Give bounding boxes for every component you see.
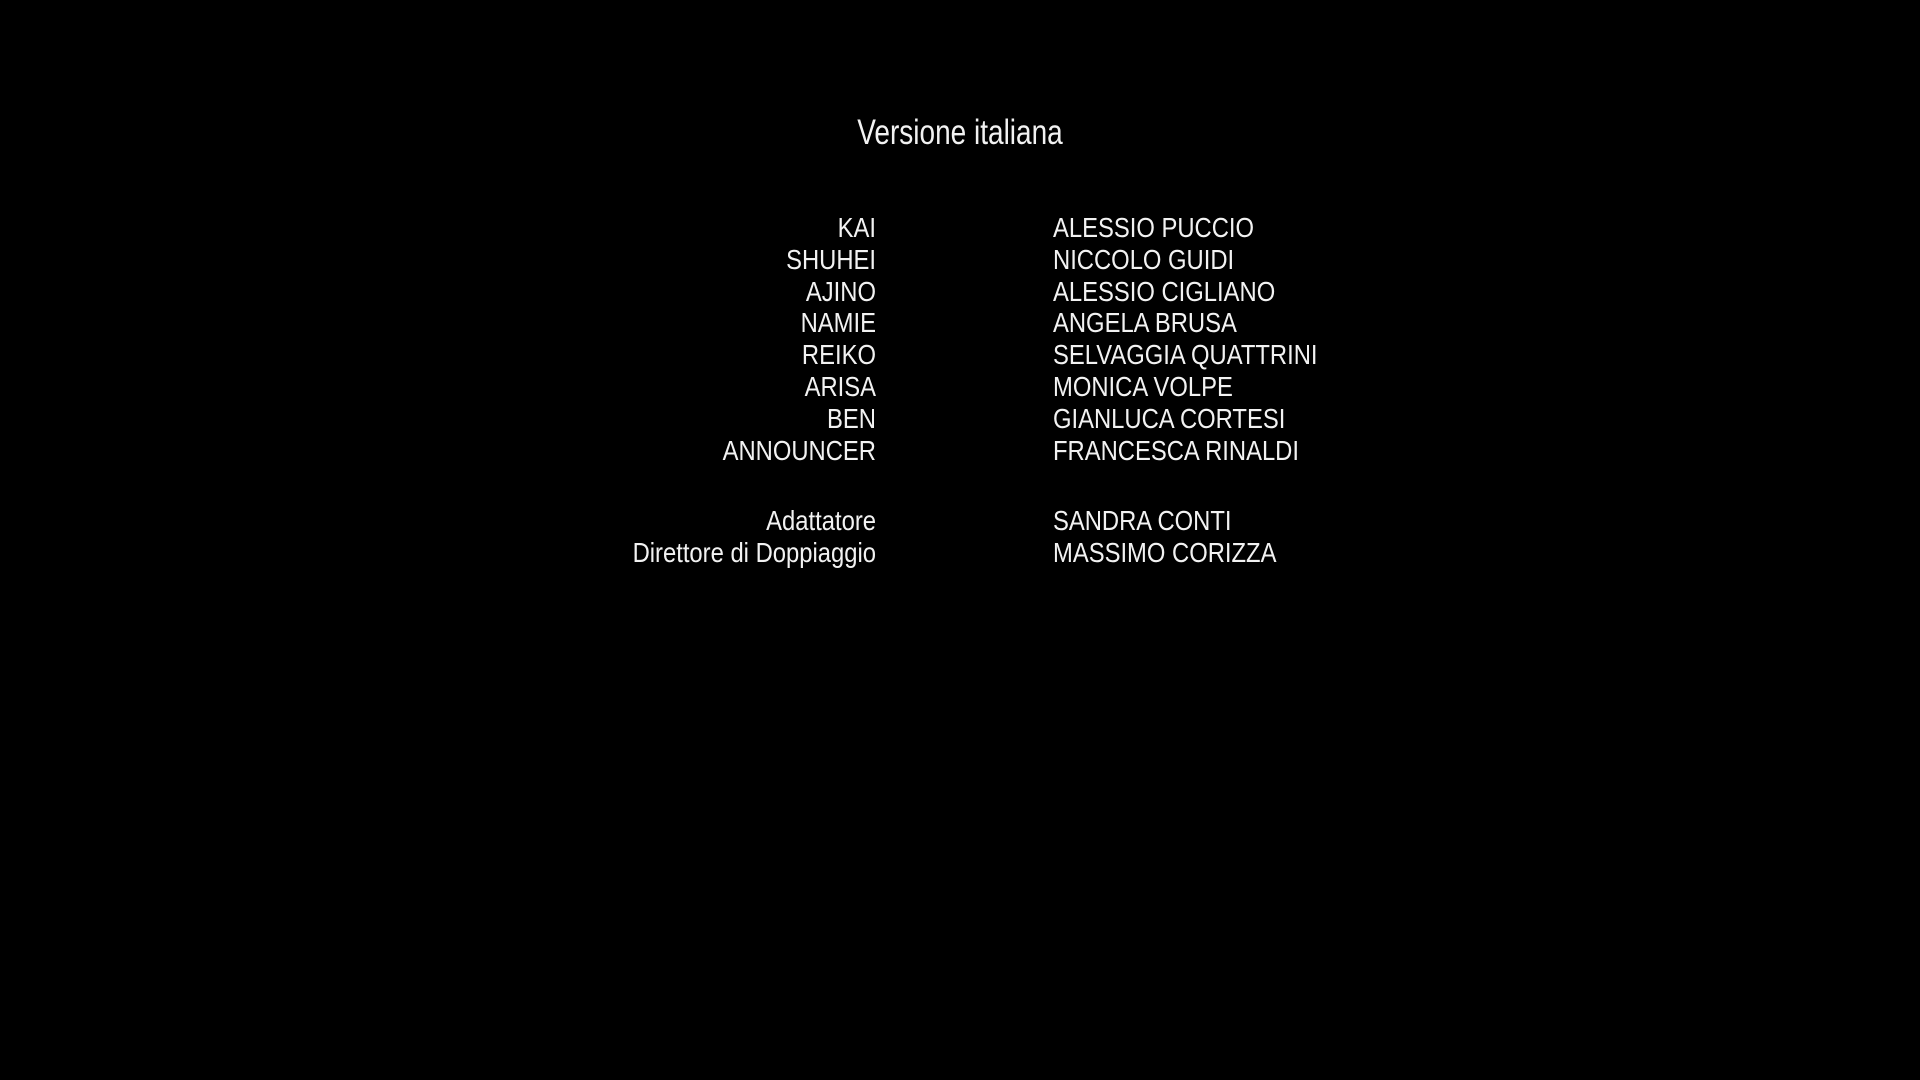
character-name: SHUHEI xyxy=(786,243,876,275)
actor-name: MONICA VOLPE xyxy=(1053,370,1233,402)
staff-role: Direttore di Doppiaggio xyxy=(632,536,876,568)
actor-name: SELVAGGIA QUATTRINI xyxy=(1053,339,1318,371)
character-name: ANNOUNCER xyxy=(722,434,876,466)
actor-name: FRANCESCA RINALDI xyxy=(1053,434,1299,466)
character-name: ARISA xyxy=(804,370,876,402)
actor-name: ALESSIO CIGLIANO xyxy=(1053,275,1276,307)
character-name: NAMIE xyxy=(800,307,876,339)
character-name: AJINO xyxy=(805,275,876,307)
actor-name: ANGELA BRUSA xyxy=(1053,307,1237,339)
credits-title: Versione italiana xyxy=(857,113,1063,152)
staff-list xyxy=(0,505,1720,569)
actor-name: ALESSIO PUCCIO xyxy=(1053,212,1255,243)
actor-name: NICCOLO GUIDI xyxy=(1053,243,1235,275)
character-name: BEN xyxy=(827,402,876,434)
staff-person: SANDRA CONTI xyxy=(1053,505,1232,536)
character-name: KAI xyxy=(837,212,876,243)
actor-name: GIANLUCA CORTESI xyxy=(1053,402,1286,434)
character-name: REIKO xyxy=(801,339,876,371)
cast-list xyxy=(0,212,1720,466)
staff-person: MASSIMO CORIZZA xyxy=(1053,536,1277,568)
staff-role: Adattatore xyxy=(766,505,876,536)
